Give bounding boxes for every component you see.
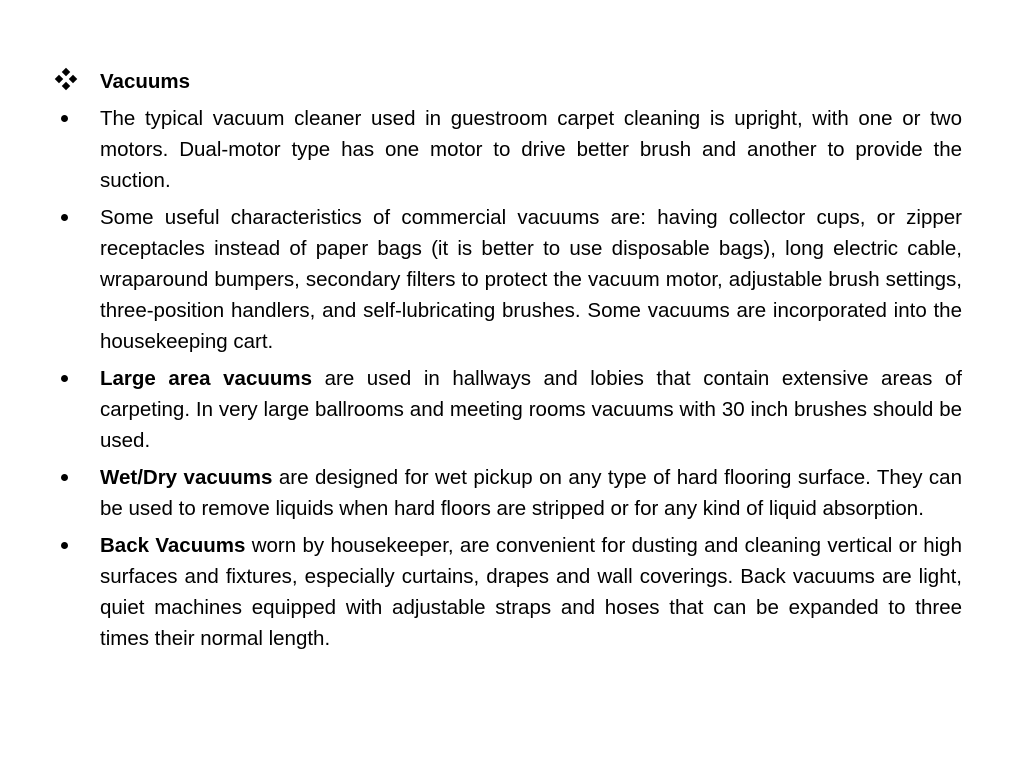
bullet-text: The typical vacuum cleaner used in guestroom carpet cleaning is upright, with one or two motors. Dual-motor type has one motor to drive better brush and another to provide the suction. [100,107,962,192]
bullet-item-upright [56,103,962,196]
heading-item [56,66,962,97]
slide-body [56,66,962,660]
bullet-icon [56,462,86,493]
bullet-text: are designed for wet pickup on any type of hard flooring surface. They can be used to remove liquids when hard floors are stripped or for any kind of liquid absorption. [100,466,962,520]
bullet-text: are used in hallways and lobies that contain extensive areas of carpeting. In very large ballrooms and meeting rooms vacuums with 30 inch brushes should be used. [100,367,962,452]
bullet-icon [56,103,86,134]
bullet-text: Some useful characteristics of commercial vacuums are: having collector cups, or zipper receptacles instead of paper bags (it is better to use disposable bags), long electric cable, wraparound bumpers, secondary filters to protect the vacuum motor, adjustable brush settings, three-position handlers, and self-lubricating brushes. Some vacuums are incorporated into the housekeeping cart. [100,206,962,353]
bullet-icon [56,202,86,233]
bullet-lead-term: Back Vacuums [100,534,246,557]
bullet-icon [56,530,86,561]
bullet-item-back [56,530,962,654]
bullet-item-wet-dry [56,462,962,524]
bullet-item-characteristics [56,202,962,357]
section-heading: Vacuums [100,70,191,93]
bullet-item-large-area [56,363,962,456]
bullet-lead-term: Large area vacuums [100,367,313,390]
bullet-icon [56,363,86,394]
diamond-bullet-icon [56,66,86,97]
bullet-lead-term: Wet/Dry vacuums [100,466,273,489]
bullet-text: worn by housekeeper, are convenient for dusting and cleaning vertical or high surfaces and fixtures, especially curtains, drapes and wall coverings. Back vacuums are light, quiet machines equipped with adjustable straps and hoses that can be expanded to three times their normal length. [100,534,962,650]
